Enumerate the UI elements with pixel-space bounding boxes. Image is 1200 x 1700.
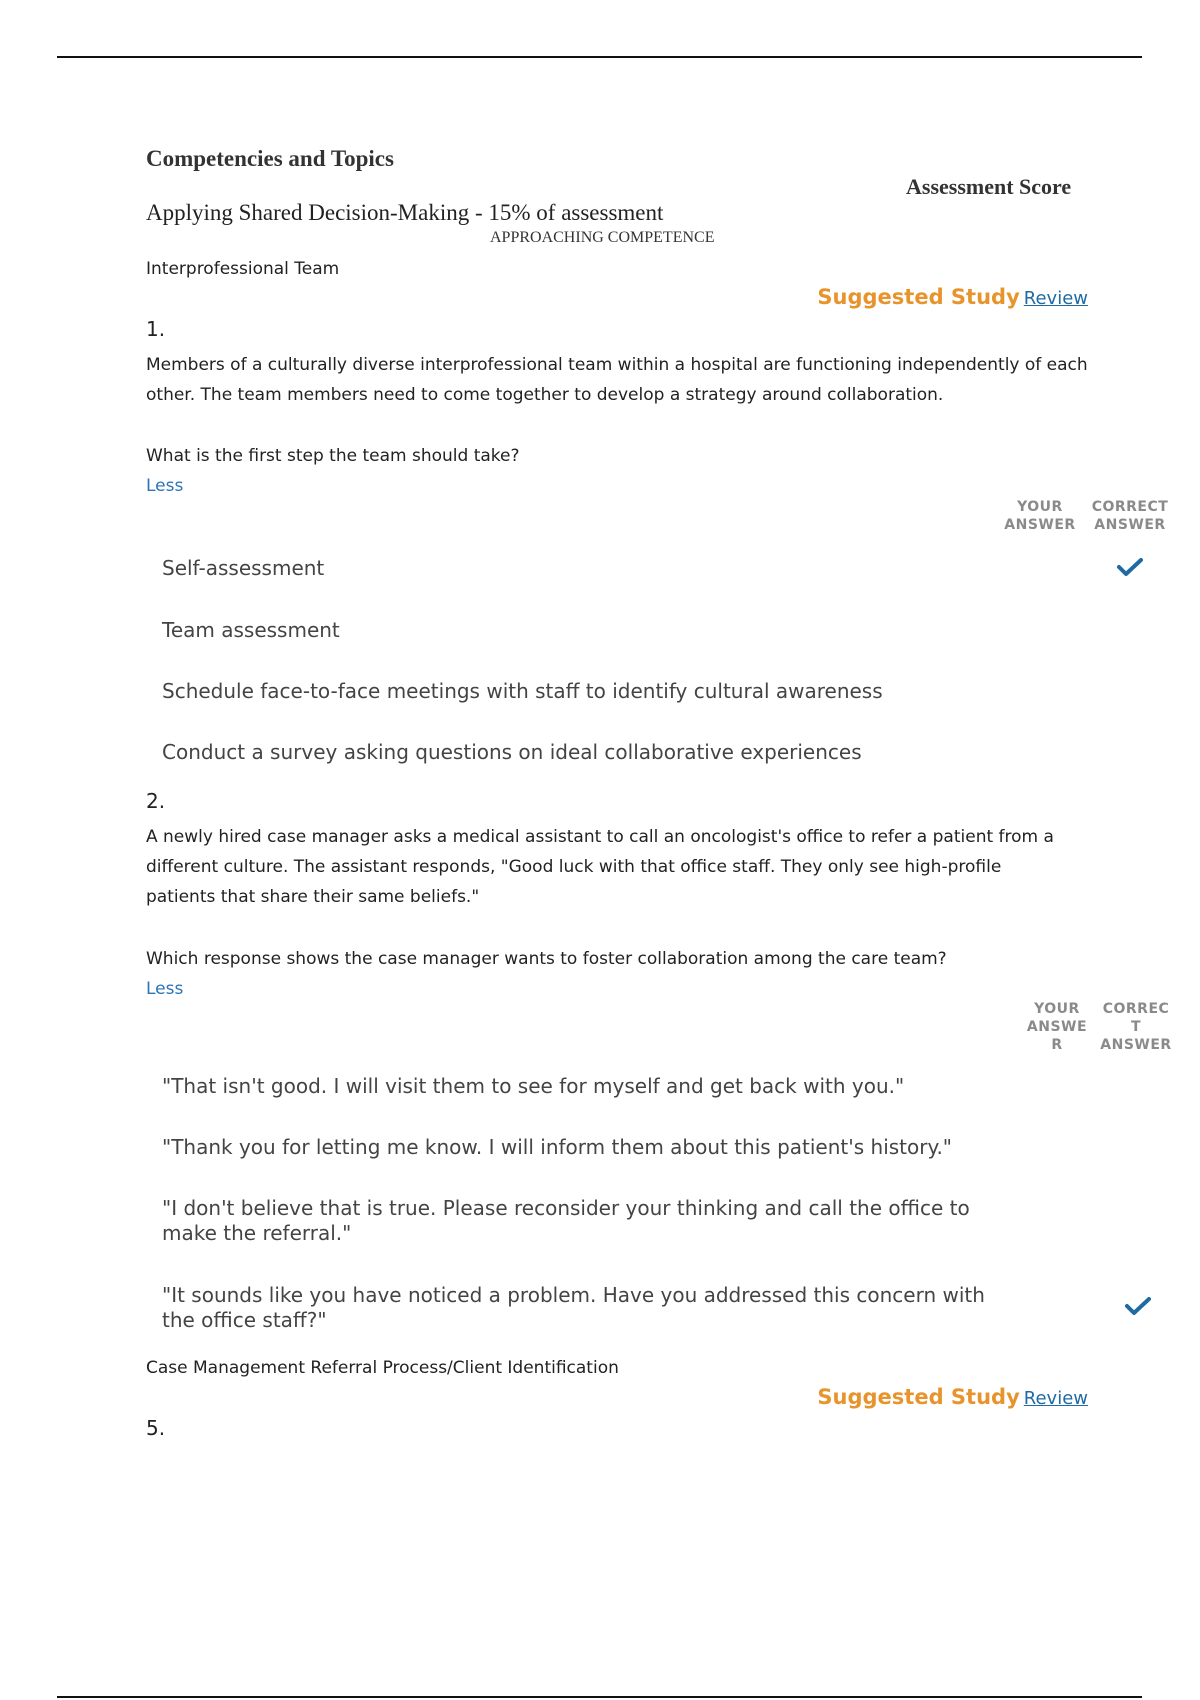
section-title: Competencies and Topics — [146, 146, 394, 171]
answer-option[interactable]: Self-assessment — [162, 556, 325, 580]
checkmark-icon — [1117, 557, 1143, 577]
competency-title: Applying Shared Decision-Making - 15% of assessment — [146, 200, 664, 225]
suggested-study — [817, 285, 1088, 309]
question-stem: Members of a culturally diverse interprofessional team within a hospital are functioning independently of each other. The team members need to come together to develop a strategy around collaboration. — [146, 355, 1088, 405]
answer-option[interactable]: Conduct a survey asking questions on ideal collaborative experiences — [162, 740, 862, 764]
topic-name: Case Management Referral Process/Client Identification — [146, 1358, 619, 1378]
correct-answer-header: CORRECT ANSWER — [1091, 499, 1169, 533]
checkmark-icon — [1125, 1296, 1151, 1316]
correct-answer-header: CORREC T ANSWER — [1100, 1001, 1172, 1053]
question-prompt: Which response shows the case manager wants to foster collaboration among the care team? — [146, 949, 947, 969]
answer-option[interactable]: "That isn't good. I will visit them to see for myself and get back with you." — [162, 1074, 905, 1098]
answer-option[interactable]: Schedule face-to-face meetings with staff to identify cultural awareness — [162, 679, 883, 703]
less-toggle[interactable]: Less — [146, 979, 184, 999]
answer-option[interactable]: "I don't believe that is true. Please reconsider your thinking and call the office to make the referral." — [162, 1196, 970, 1245]
question-stem: A newly hired case manager asks a medical assistant to call an oncologist's office to refer a patient from a different culture. The assistant responds, "Good luck with that office staff. They only see high-profile patients that share their same beliefs." — [146, 827, 1054, 907]
bottom-divider — [57, 1696, 1142, 1698]
review-link[interactable]: Review — [1023, 288, 1088, 309]
answer-option[interactable]: "It sounds like you have noticed a problem. Have you addressed this concern with the office staff?" — [162, 1283, 985, 1332]
top-divider — [57, 56, 1142, 58]
question-prompt: What is the first step the team should take? — [146, 446, 520, 466]
question-number: 5. — [146, 1416, 166, 1440]
suggested-study-label: Suggested Study — [817, 285, 1020, 309]
review-link[interactable]: Review — [1023, 1388, 1088, 1409]
answer-option[interactable]: Team assessment — [162, 618, 340, 642]
your-answer-header: YOUR ANSWE R — [1026, 1001, 1088, 1053]
less-toggle[interactable]: Less — [146, 476, 184, 496]
question-number: 1. — [146, 317, 166, 341]
answer-option[interactable]: "Thank you for letting me know. I will inform them about this patient's history." — [162, 1135, 953, 1159]
suggested-study — [817, 1385, 1088, 1409]
competency-level: APPROACHING COMPETENCE — [490, 229, 715, 246]
assessment-score-label: Assessment Score — [906, 174, 1072, 199]
suggested-study-label: Suggested Study — [817, 1385, 1020, 1409]
question-number: 2. — [146, 789, 166, 813]
your-answer-header: YOUR ANSWER — [1004, 499, 1076, 533]
topic-name: Interprofessional Team — [146, 259, 340, 279]
